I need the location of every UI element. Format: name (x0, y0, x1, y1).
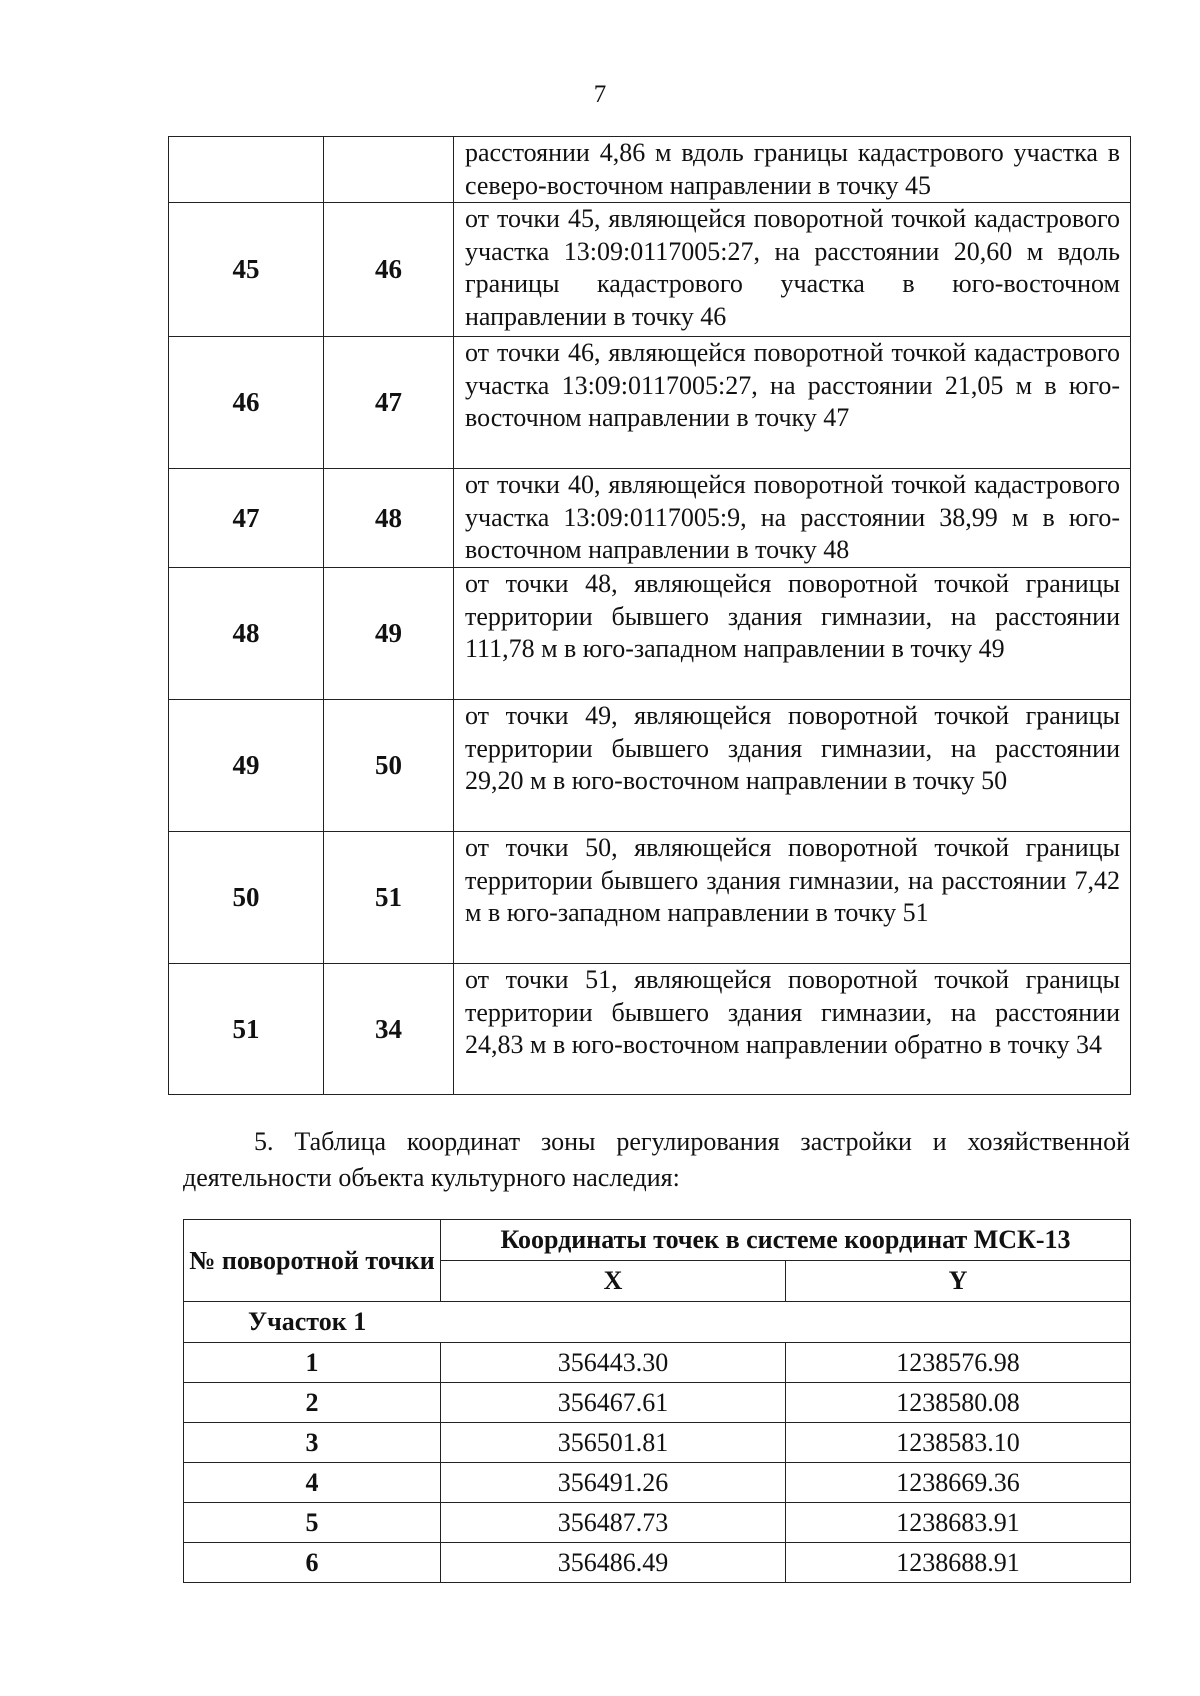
y-value-cell: 1238683.91 (786, 1503, 1131, 1543)
table-row (169, 469, 1131, 568)
to-point-cell: 50 (324, 700, 454, 832)
table-row (169, 568, 1131, 700)
y-value-cell: 1238669.36 (786, 1463, 1131, 1503)
coordinates-table (183, 1219, 1131, 1583)
point-number-cell: 6 (184, 1543, 441, 1583)
from-point-cell: 48 (169, 568, 324, 700)
y-value-cell: 1238688.91 (786, 1543, 1131, 1583)
table-row (169, 137, 1131, 203)
to-point-cell: 34 (324, 964, 454, 1095)
point-number-cell: 2 (184, 1383, 441, 1423)
segment-description: от точки 45, являющейся поворотной точкой кадастрового участка 13:09:0117005:27, на расстоянии 20,60 м вдоль границы кадастрового участка в юго-восточном направлении в точку 46 (454, 203, 1131, 337)
x-value-cell: 356467.61 (441, 1383, 786, 1423)
from-point-cell: 51 (169, 964, 324, 1095)
coordinates-header: Координаты точек в системе координат МСК-13 (441, 1220, 1131, 1261)
to-point-cell: 47 (324, 337, 454, 469)
x-value-cell: 356486.49 (441, 1543, 786, 1583)
x-value-cell: 356487.73 (441, 1503, 786, 1543)
segment-description: расстоянии 4,86 м вдоль границы кадастрового участка в северо-восточном направлении в точку 45 (454, 137, 1131, 203)
segment-description: от точки 49, являющейся поворотной точкой границы территории бывшего здания гимназии, на расстоянии 29,20 м в юго-восточном направлении в точку 50 (454, 700, 1131, 832)
table-row (169, 964, 1131, 1095)
y-column-header: Y (786, 1261, 1131, 1302)
table-row (184, 1383, 1131, 1423)
from-point-cell (169, 137, 324, 203)
to-point-cell: 48 (324, 469, 454, 568)
x-value-cell: 356501.81 (441, 1423, 786, 1463)
segment-description: от точки 46, являющейся поворотной точкой кадастрового участка 13:09:0117005:27, на расстоянии 21,05 м в юго-восточном направлении в точку 47 (454, 337, 1131, 469)
to-point-cell: 51 (324, 832, 454, 964)
section-label: Участок 1 (184, 1302, 1131, 1343)
segment-description: от точки 51, являющейся поворотной точкой границы территории бывшего здания гимназии, на расстоянии 24,83 м в юго-восточном направлении обратно в точку 34 (454, 964, 1131, 1095)
point-number-cell: 4 (184, 1463, 441, 1503)
point-number-cell: 5 (184, 1503, 441, 1543)
table-row (184, 1423, 1131, 1463)
y-value-cell: 1238576.98 (786, 1343, 1131, 1383)
boundary-description-table (168, 136, 1131, 1095)
x-value-cell: 356443.30 (441, 1343, 786, 1383)
segment-description: от точки 50, являющейся поворотной точкой границы территории бывшего здания гимназии, на расстоянии 7,42 м в юго-западном направлении в точку 51 (454, 832, 1131, 964)
y-value-cell: 1238580.08 (786, 1383, 1131, 1423)
to-point-cell: 46 (324, 203, 454, 337)
section-paragraph: 5. Таблица координат зоны регулирования застройки и хозяйственной деятельности объекта культурного наследия: (183, 1127, 1130, 1192)
table-row (169, 203, 1131, 337)
table-row (169, 337, 1131, 469)
table-row (184, 1543, 1131, 1583)
table-row (184, 1503, 1131, 1543)
from-point-cell: 45 (169, 203, 324, 337)
point-number-cell: 1 (184, 1343, 441, 1383)
segment-description: от точки 48, являющейся поворотной точкой границы территории бывшего здания гимназии, на расстоянии 111,78 м в юго-западном направлении в точку 49 (454, 568, 1131, 700)
from-point-cell: 46 (169, 337, 324, 469)
page-number: 7 (593, 81, 607, 108)
from-point-cell: 50 (169, 832, 324, 964)
to-point-cell (324, 137, 454, 203)
table-row (169, 700, 1131, 832)
table-row (169, 832, 1131, 964)
point-number-cell: 3 (184, 1423, 441, 1463)
y-value-cell: 1238583.10 (786, 1423, 1131, 1463)
x-column-header: X (441, 1261, 786, 1302)
table-row (184, 1463, 1131, 1503)
point-number-header: № поворотной точки (184, 1220, 441, 1302)
to-point-cell: 49 (324, 568, 454, 700)
table-row (184, 1343, 1131, 1383)
segment-description: от точки 40, являющейся поворотной точкой кадастрового участка 13:09:0117005:9, на расстоянии 38,99 м в юго-восточном направлении в точку 48 (454, 469, 1131, 568)
x-value-cell: 356491.26 (441, 1463, 786, 1503)
from-point-cell: 49 (169, 700, 324, 832)
from-point-cell: 47 (169, 469, 324, 568)
